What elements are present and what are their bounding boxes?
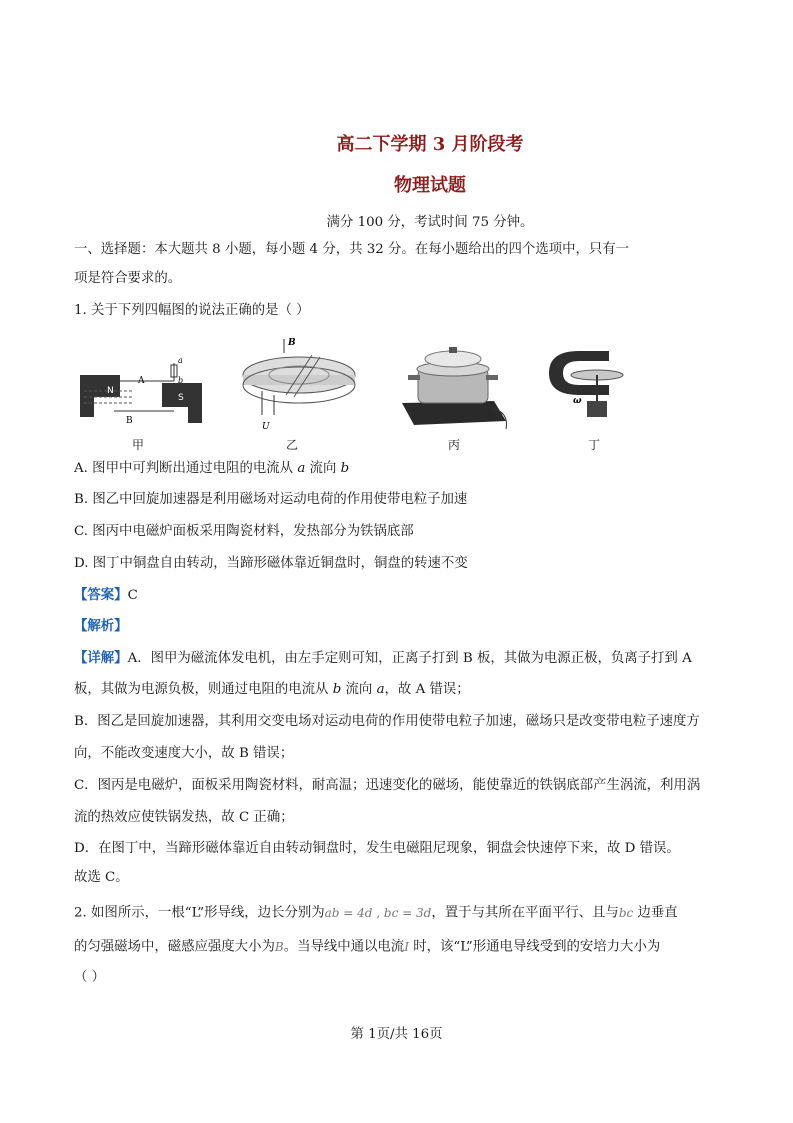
figure-jia-mhd-generator [74,353,214,433]
q2-bc-image: bc [618,906,634,920]
figure-ding-copper-disk [539,343,629,433]
fig1-label-b: b [178,376,184,385]
fig2-label-u: U [262,422,270,432]
page-footer: 第 1页/共 16页 [350,1027,443,1042]
q1-detail-line2: 板，其做为电源负极，则通过电阻的电流从 b 流向 a，故 A 错误； [74,682,470,697]
q1-conclusion: 故选 C。 [74,870,129,885]
q2-b-image: B [274,940,284,954]
exam-subtitle: 物理试题 [394,175,466,196]
q1-detail-line3: B．图乙是回旋加速器，其利用交变电场对运动电荷的作用使带电粒子加速，磁场只是改变带电粒子速度方 [74,714,700,729]
section-heading-line1: 一、选择题：本大题共 8 小题，每小题 4 分，共 32 分。在每小题给出的四个选项中，只有一 [74,242,630,257]
exam-title: 高二下学期 3 月阶段考 [336,134,524,155]
q1-option-b: B. 图乙中回旋加速器是利用磁场对运动电荷的作用使带电粒子加速 [74,492,468,507]
fig1-label-n: N [107,386,114,396]
q1-detail-line6: 流的热效应使铁锅发热，故 C 正确； [74,810,294,825]
q1-figures [74,333,634,452]
section-heading-line2: 项是符合要求的。 [74,271,182,286]
q2-formula-image: ab = 4d , bc = 3d [324,906,432,920]
fig1-label-a: a [178,356,183,365]
q1-detail-line7: D．在图丁中，当蹄形磁体靠近自由转动铜盘时，发生电磁阻尼现象，铜盘会快速停下来，故 D 错误。 [74,841,680,856]
fig4-label-omega: ω [573,396,582,406]
q1-detail-line1: 【详解】A．图甲为磁流体发电机，由左手定则可知，正离子打到 B 板，其做为电源正极，负离子打到 A [74,650,692,666]
exam-info: 满分 100 分，考试时间 75 分钟。 [326,215,534,230]
caption-ding: 丁 [588,438,601,452]
q1-option-d: D. 图丁中铜盘自由转动，当蹄形磁体靠近铜盘时，铜盘的转速不变 [74,556,468,571]
q1-option-c: C. 图丙中电磁炉面板采用陶瓷材料，发热部分为铁锅底部 [74,524,414,539]
q1-detail-line4: 向，不能改变速度大小，故 B 错误； [74,746,294,761]
caption-yi: 乙 [286,438,299,452]
caption-bing: 丙 [448,438,461,452]
q2-line1: 2. 如图所示，一根“L”形导线，边长分别为ab = 4d , bc = 3d，置于与其所在平面平行、且与bc 边垂直 [74,905,678,921]
q1-answer: 【答案】C [74,587,138,603]
figure-yi-cyclotron [234,333,364,433]
q1-stem: 1. 关于下列四幅图的说法正确的是（ ） [74,303,310,318]
fig1-label-s: S [178,393,184,403]
fig1-label-a-plate: A [138,376,145,386]
q2-line3: （ ） [74,970,106,985]
figure-bing-induction-cooker [394,343,514,433]
caption-jia: 甲 [132,438,145,452]
q1-option-a: A. 图甲中可判断出通过电阻的电流从 a 流向 b [74,461,350,476]
q1-analysis-heading: 【解析】 [74,618,128,634]
fig2-label-b: B [288,338,296,348]
q2-i-image: I [404,940,409,954]
q1-detail-line5: C．图丙是电磁炉，面板采用陶瓷材料，耐高温；迅速变化的磁场，能使靠近的铁锅底部产生涡流，利用涡 [74,778,701,793]
q2-line2: 的匀强磁场中，磁感应强度大小为B。当导线中通以电流I 时，该“L”形通电导线受到的安培力大小为 [74,939,661,955]
fig1-label-b-plate: B [126,416,133,426]
